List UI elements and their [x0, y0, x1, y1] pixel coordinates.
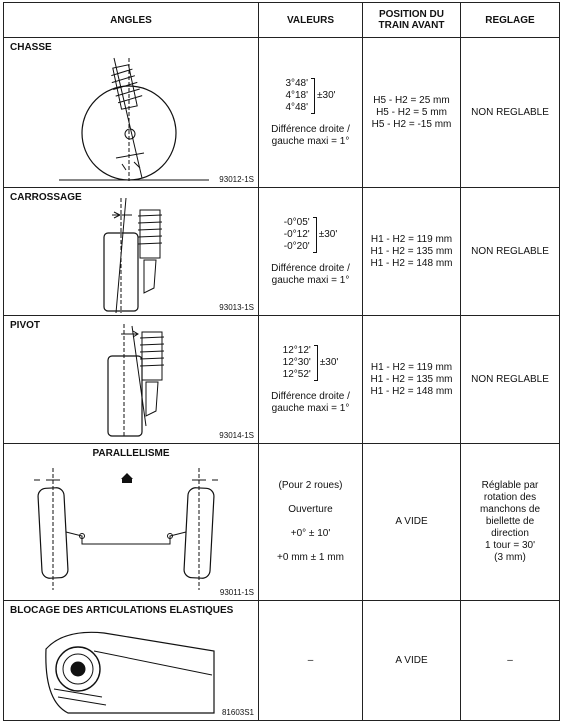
pivot-tolerance: ±30': [319, 356, 339, 368]
parallelisme-value-1: (Pour 2 roues): [278, 480, 343, 491]
header-angles: ANGLES: [4, 3, 259, 38]
chasse-position-1: H5 - H2 = 25 mm: [373, 94, 450, 106]
carrossage-diff-line1: Différence droite /: [271, 262, 350, 274]
chasse-value-group: [285, 78, 335, 114]
header-position-line2: TRAIN AVANT: [378, 20, 445, 31]
alignment-spec-table: [3, 2, 560, 721]
pivot-values: [259, 316, 363, 444]
carrossage-fig-ref: 93013-1S: [219, 303, 254, 312]
header-position-line1: POSITION DU: [378, 9, 444, 20]
pivot-value-3: 12°52': [282, 368, 311, 380]
carrossage-diff-line2: gauche maxi = 1°: [271, 274, 350, 286]
carrossage-positions: [363, 188, 461, 316]
parallelisme-values: [259, 444, 363, 601]
parallelisme-drawing-cell: [4, 444, 259, 601]
chasse-position-3: H5 - H2 = -15 mm: [371, 118, 452, 130]
chasse-position-2: H5 - H2 = 5 mm: [376, 106, 447, 118]
chasse-value-1: 3°48': [285, 77, 309, 89]
chasse-drawing-cell: [4, 38, 259, 188]
carrossage-tolerance: ±30': [318, 228, 338, 240]
parallelisme-fig-ref: 93011-1S: [219, 588, 254, 597]
carrossage-value-1: -0°05': [283, 216, 310, 228]
parallelisme-value-2: Ouverture: [288, 504, 333, 515]
pivot-position-1: H1 - H2 = 119 mm: [370, 361, 453, 373]
blocage-drawing-cell: [4, 601, 259, 721]
blocage-position: A VIDE: [363, 601, 461, 721]
row-pivot: [4, 316, 560, 444]
header-valeurs: VALEURS: [259, 3, 363, 38]
carrossage-reglage: NON REGLABLE: [461, 188, 560, 316]
header-position: [363, 3, 461, 38]
blocage-title: BLOCAGE DES ARTICULATIONS ELASTIQUES: [10, 605, 234, 616]
header-reglage: REGLAGE: [461, 3, 560, 38]
pivot-diff-line2: gauche maxi = 1°: [271, 402, 350, 414]
chasse-value-3: 4°48': [285, 101, 309, 113]
pivot-position-3: H1 - H2 = 148 mm: [370, 385, 453, 397]
chasse-diff-line1: Différence droite /: [271, 123, 350, 135]
row-parallelisme: [4, 444, 560, 601]
toe-wheels-diagram: [4, 444, 259, 601]
camber-wheel-diagram: [4, 188, 259, 316]
parallelisme-reglage-line6: 1 tour = 30': [485, 540, 535, 551]
parallelisme-reglage: [461, 444, 560, 601]
kingpin-wheel-diagram: [4, 316, 259, 444]
pivot-title: PIVOT: [10, 320, 41, 331]
carrossage-value-3: -0°20': [283, 240, 310, 252]
pivot-diff-line1: Différence droite /: [271, 390, 350, 402]
pivot-drawing-cell: [4, 316, 259, 444]
carrossage-position-1: H1 - H2 = 119 mm: [370, 233, 453, 245]
parallelisme-reglage-line3: manchons de: [479, 504, 541, 515]
carrossage-values: [259, 188, 363, 316]
carrossage-position-2: H1 - H2 = 135 mm: [370, 245, 453, 257]
parallelisme-position: A VIDE: [363, 444, 461, 601]
blocage-fig-ref: 81603S1: [221, 708, 254, 717]
parallelisme-reglage-line2: rotation des: [483, 492, 537, 503]
pivot-value-group: [283, 345, 339, 381]
chasse-tolerance: ±30': [317, 89, 336, 101]
chasse-brace: [311, 78, 315, 114]
row-chasse: [4, 38, 560, 188]
parallelisme-reglage-line1: Réglable par: [481, 480, 539, 491]
carrossage-position-3: H1 - H2 = 148 mm: [370, 257, 453, 269]
header-row: [4, 3, 560, 38]
pivot-value-2: 12°30': [282, 356, 311, 368]
parallelisme-title: PARALLELISME: [92, 448, 170, 459]
chasse-value-2: 4°18': [285, 89, 309, 101]
chasse-diff-line2: gauche maxi = 1°: [271, 135, 350, 147]
parallelisme-reglage-line4: biellette de: [485, 516, 535, 527]
blocage-value: –: [259, 601, 363, 721]
bushing-arm-diagram: [4, 601, 259, 721]
carrossage-brace: [313, 217, 317, 253]
pivot-fig-ref: 93014-1S: [219, 431, 254, 440]
pivot-brace: [314, 345, 318, 381]
chasse-fig-ref: 93012-1S: [219, 175, 254, 184]
chasse-positions: [363, 38, 461, 188]
chasse-reglage: NON REGLABLE: [461, 38, 560, 188]
chasse-title: CHASSE: [10, 42, 52, 53]
carrossage-drawing-cell: [4, 188, 259, 316]
parallelisme-reglage-line5: direction: [491, 528, 529, 539]
blocage-reglage: –: [461, 601, 560, 721]
pivot-positions: [363, 316, 461, 444]
chasse-values: [259, 38, 363, 188]
row-blocage: [4, 601, 560, 721]
parallelisme-value-3: +0° ± 10': [290, 528, 331, 539]
pivot-reglage: NON REGLABLE: [461, 316, 560, 444]
carrossage-title: CARROSSAGE: [10, 192, 82, 203]
pivot-value-1: 12°12': [282, 344, 311, 356]
carrossage-value-group: [284, 217, 337, 253]
carrossage-value-2: -0°12': [283, 228, 310, 240]
pivot-position-2: H1 - H2 = 135 mm: [370, 373, 453, 385]
caster-wheel-diagram: [4, 38, 259, 188]
parallelisme-reglage-line7: (3 mm): [494, 552, 526, 563]
parallelisme-value-4: +0 mm ± 1 mm: [277, 552, 344, 563]
row-carrossage: [4, 188, 560, 316]
